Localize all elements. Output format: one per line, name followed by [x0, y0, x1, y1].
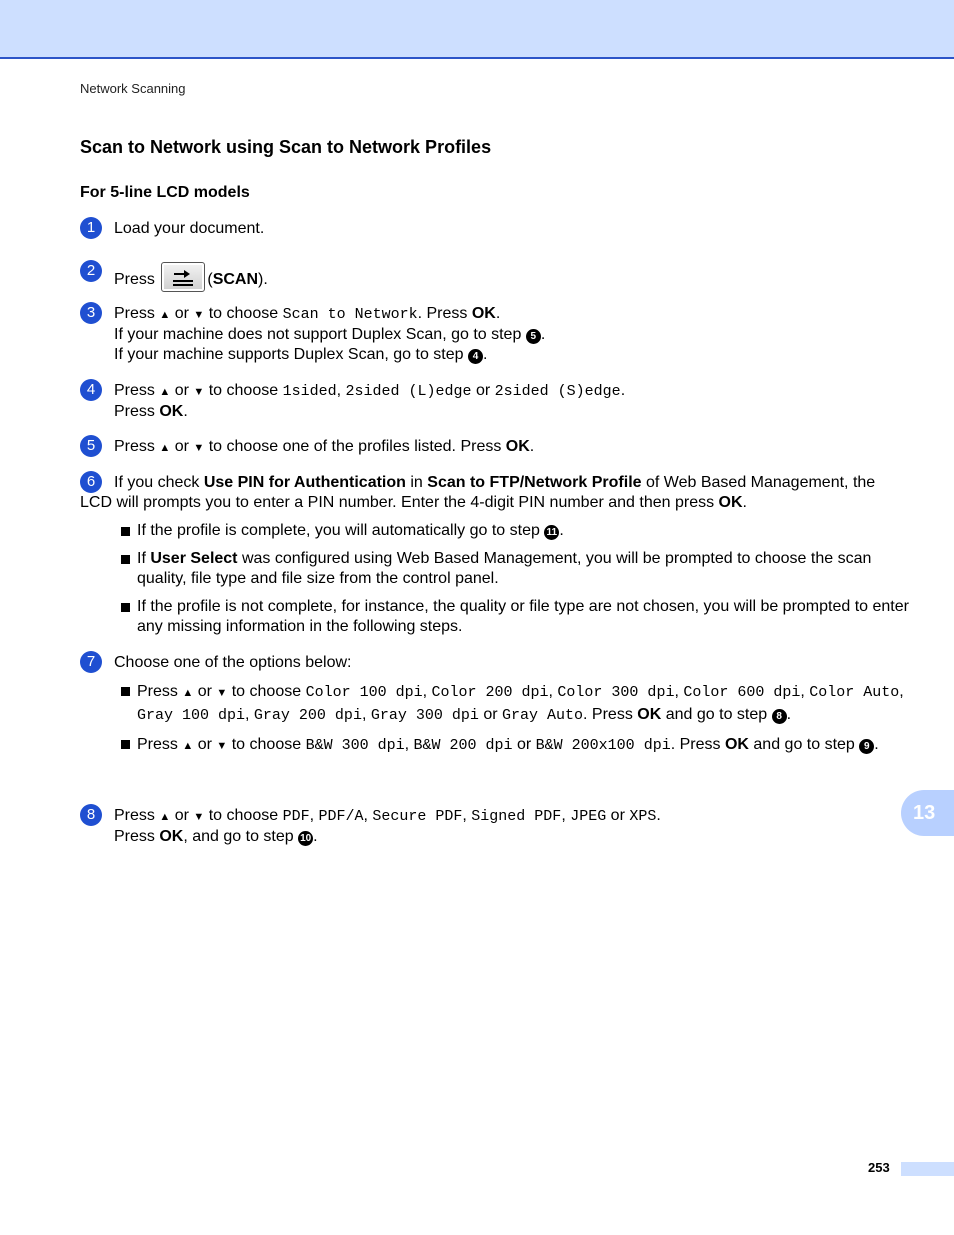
bullet-square-icon: [121, 740, 130, 749]
up-arrow-icon: ▲: [159, 386, 171, 398]
step-ref-10: 10: [300, 833, 312, 844]
menu-option: Scan to Network: [282, 306, 418, 323]
page-number: 253: [868, 1160, 890, 1175]
list-item: If User Select was configured using Web Based Management, you will be prompted to choose the scan quality, file type and file size from the control panel.: [80, 549, 910, 589]
ok-key-label: OK: [159, 828, 184, 845]
ok-key-label: OK: [724, 736, 749, 753]
list-item: Press ▲ or ▼ to choose Color 100 dpi, Color 200 dpi, Color 300 dpi, Color 600 dpi, Color Auto, Gray 100 dpi, Gray 200 dpi, Gray 300 dpi or Gray Auto. Press OK and go to step 8 .: [80, 681, 910, 726]
bullet-square-icon: [121, 687, 130, 696]
step-ref-4: 4: [468, 349, 483, 364]
down-arrow-icon: ▼: [193, 309, 205, 321]
step-number-badge: 7: [80, 651, 102, 673]
step-4: 4 Press ▲ or ▼ to choose 1sided, 2sided (L)edge or 2sided (S)edge. Press OK.: [80, 379, 910, 422]
step-3: 3 Press ▲ or ▼ to choose Scan to Network. Press OK. If your machine does not support Duplex Scan, go to step 5 . If your machine supports Duplex Scan, go to step 4 .: [80, 302, 910, 365]
list-item: Press ▲ or ▼ to choose B&W 300 dpi, B&W 200 dpi or B&W 200x100 dpi. Press OK and go to step 9 .: [80, 734, 910, 757]
step-ref-5: 5: [526, 329, 541, 344]
ok-key-label: OK: [718, 494, 743, 511]
step-2: 2 Press (SCAN).: [80, 260, 910, 292]
down-arrow-icon: ▼: [216, 687, 228, 699]
list-item: If the profile is complete, you will automatically go to step 11 .: [80, 521, 910, 541]
step-number-badge: 4: [80, 379, 102, 401]
step-5: 5 Press ▲ or ▼ to choose one of the profiles listed. Press OK.: [80, 435, 910, 458]
step-8: 8 Press ▲ or ▼ to choose PDF, PDF/A, Secure PDF, Signed PDF, JPEG or XPS. Press OK, and go to step 10 .: [80, 804, 910, 847]
down-arrow-icon: ▼: [193, 442, 205, 454]
step-7: 7 Choose one of the options below: Press ▲ or ▼ to choose Color 100 dpi, Color 200 dpi, Color 300 dpi, Color 600 dpi, Color Auto, Gray 100 dpi, Gray 200 dpi, Gray 300 dpi or Gray Auto. Press OK and go to step 8 . Press ▲ or ▼ to choose B&W 300 dpi, B&W 200 dpi or B&W 200x100 dpi. Press OK and go to step 9 .: [80, 651, 910, 757]
step-number-badge: 8: [80, 804, 102, 826]
step-number-badge: 3: [80, 302, 102, 324]
down-arrow-icon: ▼: [216, 740, 228, 752]
ok-key-label: OK: [505, 438, 530, 455]
scan-label: SCAN: [212, 271, 259, 288]
press-text: Press: [114, 271, 155, 288]
bullet-square-icon: [121, 527, 130, 536]
step-text: Load your document.: [114, 220, 265, 237]
bullet-square-icon: [121, 555, 130, 564]
chapter-tab: 13: [901, 790, 954, 836]
ok-key-label: OK: [471, 305, 496, 322]
scan-key-icon: [161, 262, 205, 292]
list-item: If the profile is not complete, for instance, the quality or file type are not chosen, you will be prompted to enter any missing information in the following steps.: [80, 597, 910, 637]
up-arrow-icon: ▲: [182, 687, 194, 699]
down-arrow-icon: ▼: [193, 386, 205, 398]
step-ref-9: 9: [859, 739, 874, 754]
section-subtitle: For 5-line LCD models: [80, 184, 250, 201]
step-6: 6 If you check Use PIN for Authentication in Scan to FTP/Network Profile of Web Based Management, the LCD will prompts you to enter a PIN number. Enter the 4-digit PIN number and then press OK. If the profile is complete, you will automatically go to step 11 . If User Select was configured using Web Based Management, you will be prompted to choose the scan quality, file type and file size from the control panel. If the profile is not complete, for instance, the quality or file type are not chosen, you will be prompted to enter any missing information in the following steps.: [80, 473, 909, 635]
step-number-badge: 2: [80, 260, 102, 282]
step-ref-11: 11: [544, 525, 559, 540]
footer-band: [901, 1162, 954, 1176]
up-arrow-icon: ▲: [159, 309, 171, 321]
step-number-badge: 6: [80, 471, 102, 493]
down-arrow-icon: ▼: [193, 811, 205, 823]
ok-key-label: OK: [637, 706, 662, 723]
up-arrow-icon: ▲: [182, 740, 194, 752]
up-arrow-icon: ▲: [159, 442, 171, 454]
step-number-badge: 5: [80, 435, 102, 457]
up-arrow-icon: ▲: [159, 811, 171, 823]
ok-key-label: OK: [159, 403, 184, 420]
running-head: Network Scanning: [80, 81, 186, 96]
header-band: [0, 0, 954, 59]
section-title: Scan to Network using Scan to Network Profiles: [80, 137, 492, 157]
step-ref-8: 8: [772, 709, 787, 724]
bullet-square-icon: [121, 603, 130, 612]
step-number-badge: 1: [80, 217, 102, 239]
step-1: [80, 217, 910, 239]
